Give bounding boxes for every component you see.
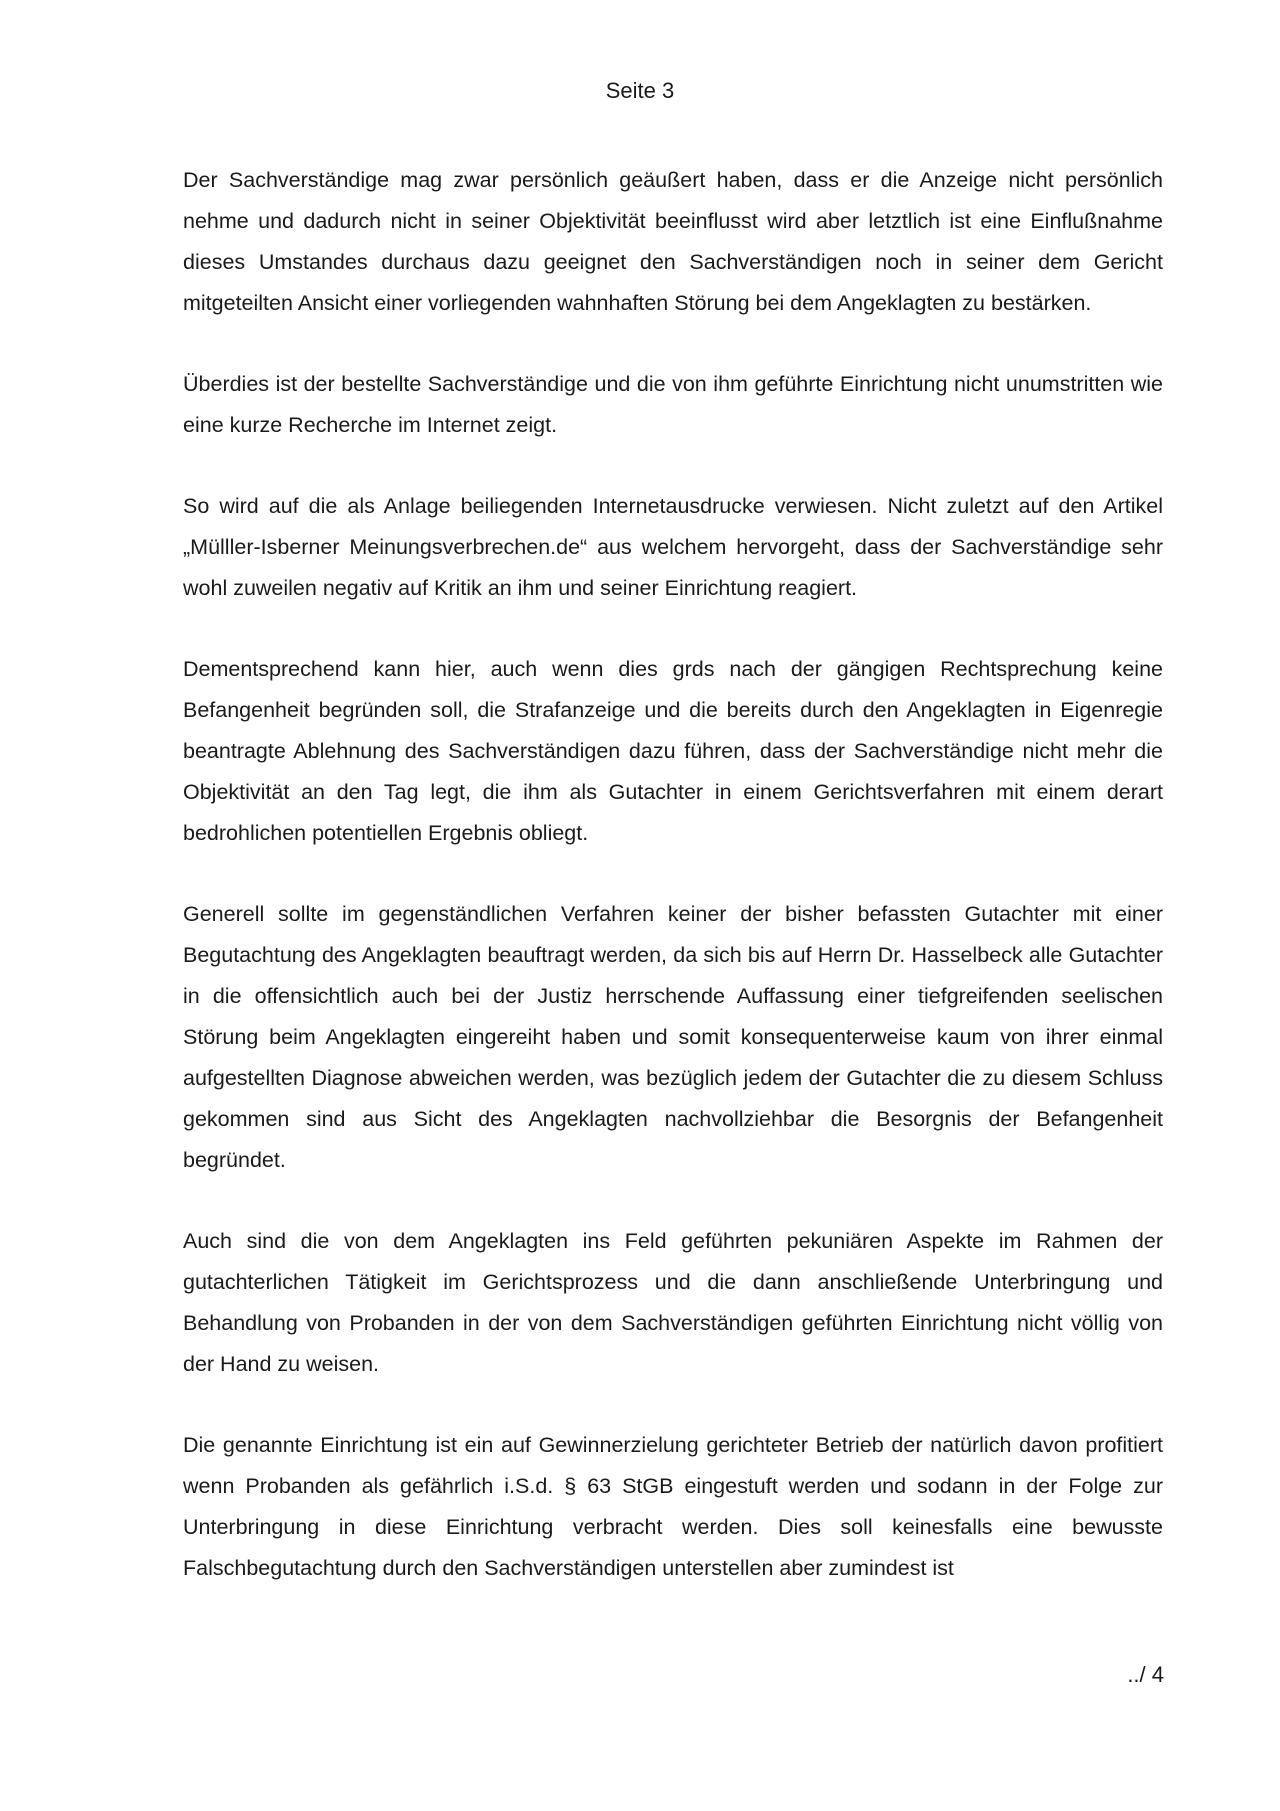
paragraph-7: Die genannte Einrichtung ist ein auf Gewinnerzielung gerichteter Betrieb der natürlich davon profitiert wenn Probanden als gefährlich i.S.d. § 63 StGB eingestuft werden und sodann in der Folge zur Unterbringung in diese Einrichtung verbracht werden. Dies soll keinesfalls eine bewusste Falschbegutachtung durch den Sachverständigen unterstellen aber zumindest ist [183,1433,1163,1580]
continuation-marker: ../ 4 [1127,1662,1164,1687]
document-body [183,160,1163,1629]
paragraph-2: Überdies ist der bestellte Sachverständige und die von ihm geführte Einrichtung nicht unumstritten wie eine kurze Recherche im Internet zeigt. [183,372,1163,437]
paragraph-4: Dementsprechend kann hier, auch wenn dies grds nach der gängigen Rechtsprechung keine Befangenheit begründen soll, die Strafanzeige und die bereits durch den Angeklagten in Eigenregie beantragte Ablehnung des Sachverständigen dazu führen, dass der Sachverständige nicht mehr die Objektivität an den Tag legt, die ihm als Gutachter in einem Gerichtsverfahren mit einem derart bedrohlichen potentiellen Ergebnis obliegt. [183,657,1163,845]
paragraph-1: Der Sachverständige mag zwar persönlich geäußert haben, dass er die Anzeige nicht persönlich nehme und dadurch nicht in seiner Objektivität beeinflusst wird aber letztlich ist eine Einflußnahme dieses Umstandes durchaus dazu geeignet den Sachverständigen noch in seiner dem Gericht mitgeteilten Ansicht einer vorliegenden wahnhaften Störung bei dem Angeklagten zu bestärken. [183,168,1163,315]
page-number-header: Seite 3 [605,78,675,103]
paragraph-5: Generell sollte im gegenständlichen Verfahren keiner der bisher befassten Gutachter mit einer Begutachtung des Angeklagten beauftragt werden, da sich bis auf Herrn Dr. Hasselbeck alle Gutachter in die offensichtlich auch bei der Justiz herrschende Auffassung einer tiefgreifenden seelischen Störung beim Angeklagten eingereiht haben und somit konsequenterweise kaum von ihrer einmal aufgestellten Diagnose abweichen werden, was bezüglich jedem der Gutachter die zu diesem Schluss gekommen sind aus Sicht des Angeklagten nachvollziehbar die Besorgnis der Befangenheit begründet. [183,902,1163,1172]
paragraph-6: Auch sind die von dem Angeklagten ins Feld geführten pekuniären Aspekte im Rahmen der gutachterlichen Tätigkeit im Gerichtsprozess und die dann anschließende Unterbringung und Behandlung von Probanden in der von dem Sachverständigen geführten Einrichtung nicht völlig von der Hand zu weisen. [183,1229,1163,1376]
paragraph-3: So wird auf die als Anlage beiliegenden Internetausdrucke verwiesen. Nicht zuletzt auf den Artikel „Mülller-Isberner Meinungsverbrechen.de“ aus welchem hervorgeht, dass der Sachverständige sehr wohl zuweilen negativ auf Kritik an ihm und seiner Einrichtung reagiert. [183,494,1163,600]
